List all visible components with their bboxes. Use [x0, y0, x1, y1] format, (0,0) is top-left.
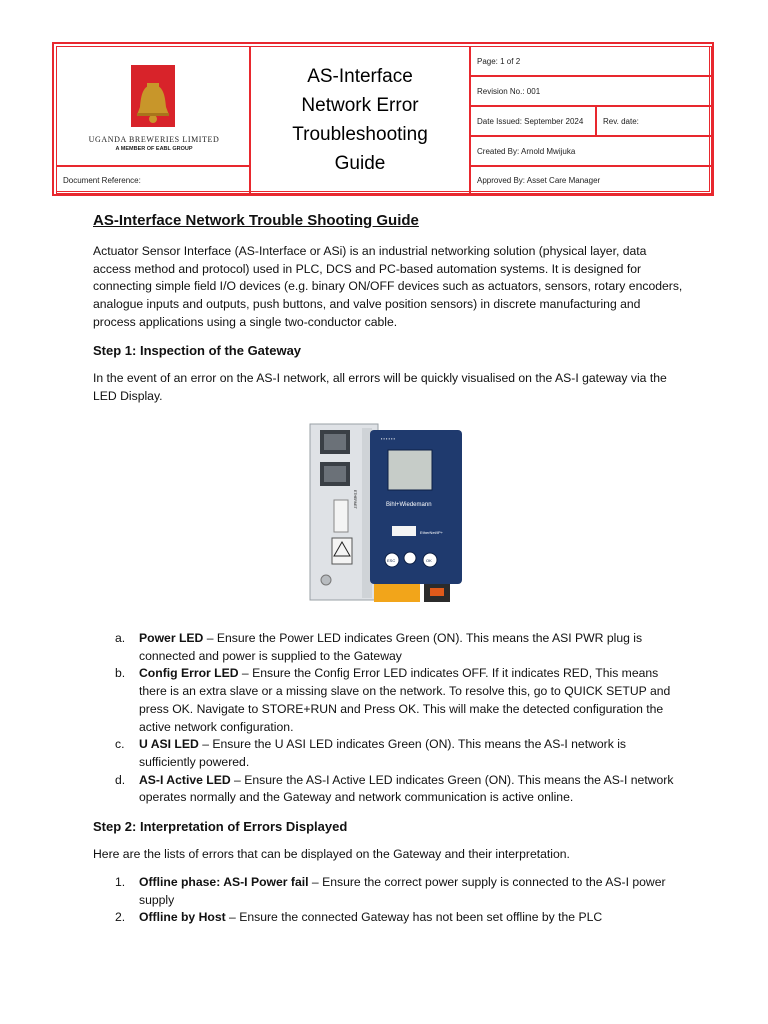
svg-text:▪ ▪ ▪ ▪ ▪ ▪: ▪ ▪ ▪ ▪ ▪ ▪ — [381, 436, 396, 441]
title-line-4: Guide — [334, 153, 386, 174]
item-label: Power LED — [139, 631, 204, 645]
list-item — [115, 874, 685, 909]
step1-led-list — [115, 630, 685, 807]
intro-paragraph: Actuator Sensor Interface (AS-Interface or ASi) is an industrial networking solution (physical layer, data access method and protocol) used in PLC, DCS and PC-based automation systems. It is designed for connecting simple field I/O devices (e.g. binary ON/OFF devices such as actuators, sensors, rotary encoders, analogue inputs and outputs, push buttons, and valve position sensors) in discrete manufacturing and process applications using a single two-conductor cable. — [93, 244, 683, 329]
step2-paragraph: Here are the lists of errors that can be displayed on the Gateway and their interpretation. — [93, 847, 570, 861]
item-label: Offline phase: AS-I Power fail — [139, 875, 309, 889]
list-marker: a. — [115, 631, 126, 645]
list-item — [115, 665, 685, 736]
date-issued: Date Issued: September 2024 — [470, 106, 596, 136]
title-line-1: AS-Interface — [307, 66, 413, 87]
device-esc-label: ESC — [387, 558, 396, 563]
title-line-2: Network Error — [301, 95, 419, 116]
document-header-table — [52, 42, 714, 196]
item-text: – Ensure the Power LED indicates Green (ON). This means the ASI PWR plug is connected and power is supplied to the Gateway — [139, 631, 643, 663]
company-name: UGANDA BREWERIES LIMITED — [88, 135, 220, 144]
step1-title: Step 1: Inspection of the Gateway — [93, 343, 302, 358]
item-label: U ASI LED — [139, 737, 199, 752]
title-line-3: Troubleshooting — [292, 124, 428, 145]
device-brand-label: Bihl+Wiedemann — [386, 502, 432, 508]
rev-date: Rev. date: — [596, 106, 712, 136]
list-marker: b. — [115, 666, 126, 681]
list-marker: 2. — [115, 910, 126, 925]
item-label: Offline by Host — [139, 910, 226, 925]
device-side-label: ETHERNET — [353, 490, 357, 509]
step1-paragraph: In the event of an error on the AS-I network, all errors will be quickly visualised on the AS-I gateway via the LED Display. — [93, 371, 667, 403]
device-lower-label: EtherNet/IP+ — [420, 530, 444, 535]
item-label: Config Error LED — [139, 666, 239, 681]
item-text: – Ensure the U ASI LED indicates Green (ON). This means the AS-I network is sufficiently powered. — [139, 737, 627, 769]
logo-cell — [56, 46, 250, 166]
step2-title: Step 2: Interpretation of Errors Displayed — [93, 819, 348, 834]
item-text: – Ensure the connected Gateway has not been set offline by the PLC — [225, 910, 603, 925]
list-item — [115, 772, 685, 807]
list-marker: d. — [115, 772, 126, 787]
document-reference: Document Reference: — [56, 166, 250, 194]
company-subtitle: A MEMBER OF EABL GROUP — [115, 146, 193, 152]
approved-by: Approved By: Asset Care Manager — [470, 166, 712, 194]
item-label: AS-I Active LED — [139, 772, 231, 787]
item-text: – Ensure the correct power supply is connected to the AS-I power supply — [139, 875, 666, 907]
asi-gateway-image — [306, 420, 464, 610]
list-marker: 1. — [115, 875, 126, 889]
item-text: – Ensure the AS-I Active LED indicates Green (ON). This means the AS-I network operates normally and the Gateway and network communication is active online. — [139, 772, 674, 805]
list-item — [115, 736, 685, 771]
created-by: Created By: Arnold Mwijuka — [470, 136, 712, 166]
revision-number: Revision No.: 001 — [470, 76, 712, 106]
list-marker: c. — [115, 737, 125, 752]
device-ok-label: OK — [426, 558, 432, 563]
list-item — [115, 630, 685, 665]
page-number: Page: 1 of 2 — [470, 46, 712, 76]
document-title-cell — [250, 46, 470, 194]
item-text: – Ensure the Config Error LED indicates OFF. If it indicates RED, This means there is an extra slave or a missing slave on the network. To resolve this, go to QUICK SETUP and press OK. Navigate to STORE+RUN and Press OK. This will make the detected configuration the active network configuration. — [139, 666, 671, 734]
step2-error-list — [115, 874, 685, 927]
list-item — [115, 909, 685, 927]
document-heading: AS-Interface Network Trouble Shooting Guide — [93, 212, 419, 229]
